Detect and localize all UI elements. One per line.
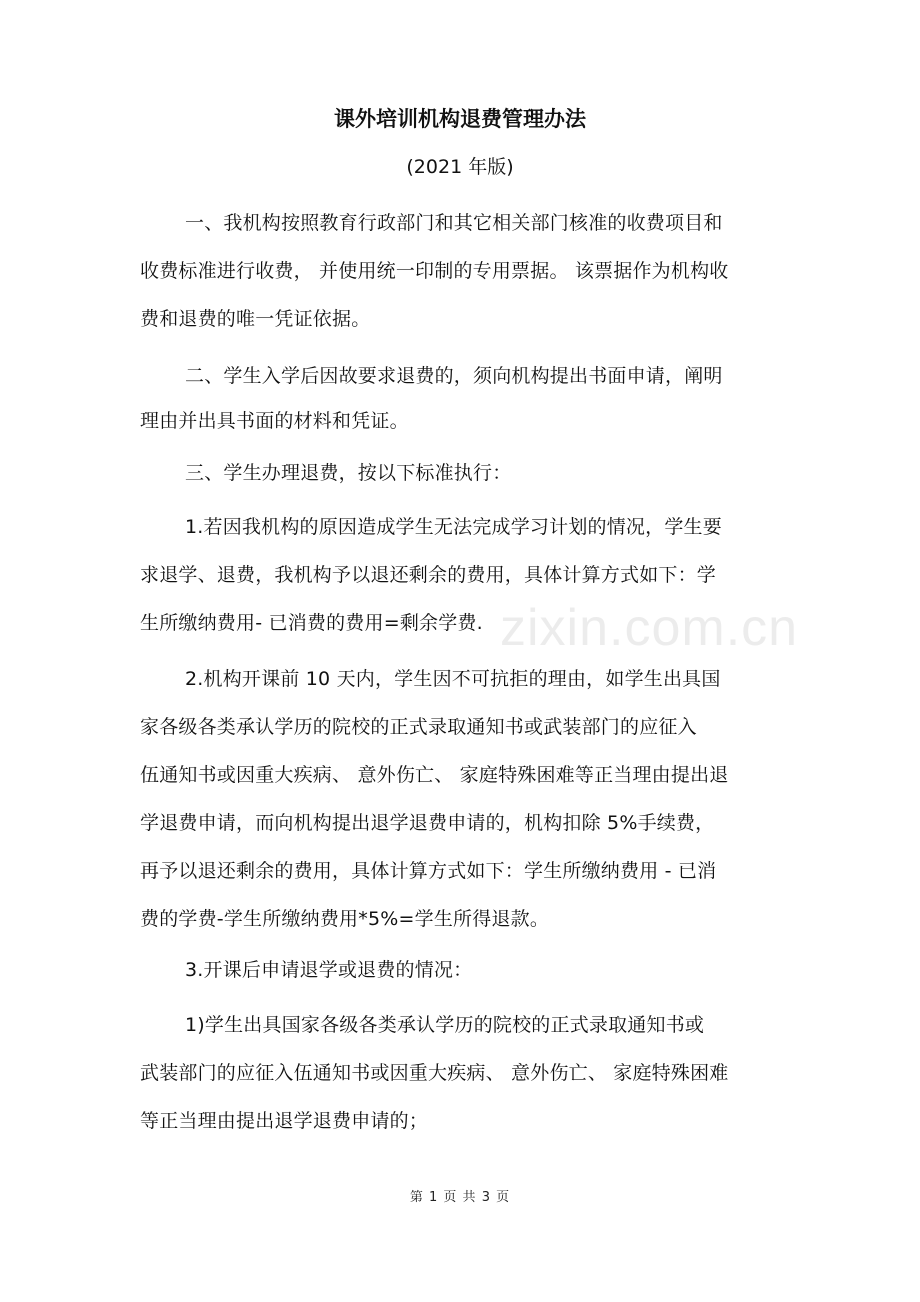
- paragraph-line: 生所缴纳费用- 已消费的费用=剩余学费.: [140, 612, 483, 634]
- paragraph-line: 学退费申请，而向机构提出退学退费申请的，机构扣除 5%手续费，: [140, 812, 715, 834]
- paragraph-line: 2.机构开课前 10 天内，学生因不可抗拒的理由，如学生出具国: [185, 668, 721, 690]
- page-footer: 第 1 页 共 3 页: [409, 1190, 511, 1205]
- paragraph-line: 伍通知书或因重大疾病、 意外伤亡、 家庭特殊困难等正当理由提出退: [140, 764, 729, 786]
- document-title: 课外培训机构退费管理办法: [334, 107, 586, 131]
- paragraph-line: 费的学费-学生所缴纳费用*5%=学生所得退款。: [140, 908, 550, 930]
- paragraph-line: 1)学生出具国家各级各类承认学历的院校的正式录取通知书或: [185, 1014, 705, 1036]
- paragraph-line: 武装部门的应征入伍通知书或因重大疾病、 意外伤亡、 家庭特殊困难: [140, 1062, 729, 1084]
- paragraph-line: 3.开课后申请退学或退费的情况：: [185, 959, 473, 981]
- paragraph-line: 家各级各类承认学历的院校的正式录取通知书或武装部门的应征入: [140, 716, 697, 738]
- paragraph-line: 理由并出具书面的材料和凭证。: [140, 410, 409, 432]
- watermark: zixin.com.cn: [500, 599, 799, 657]
- paragraph-line: 一、我机构按照教育行政部门和其它相关部门核准的收费项目和: [185, 212, 723, 234]
- paragraph-line: 三、学生办理退费，按以下标准执行：: [185, 462, 512, 484]
- paragraph-line: 收费标准进行收费， 并使用统一印制的专用票据。 该票据作为机构收: [140, 260, 729, 282]
- paragraph-line: 二、学生入学后因故要求退费的，须向机构提出书面申请，阐明: [185, 365, 723, 387]
- paragraph-line: 再予以退还剩余的费用，具体计算方式如下：学生所缴纳费用 - 已消: [140, 860, 717, 882]
- paragraph-line: 费和退费的唯一凭证依据。: [140, 308, 371, 330]
- paragraph-line: 求退学、退费，我机构予以退还剩余的费用，具体计算方式如下：学: [140, 564, 717, 586]
- paragraph-line: 1.若因我机构的原因造成学生无法完成学习计划的情况，学生要: [185, 516, 722, 538]
- paragraph-line: 等正当理由提出退学退费申请的；: [140, 1110, 429, 1132]
- document-subtitle: (2021 年版): [406, 156, 514, 178]
